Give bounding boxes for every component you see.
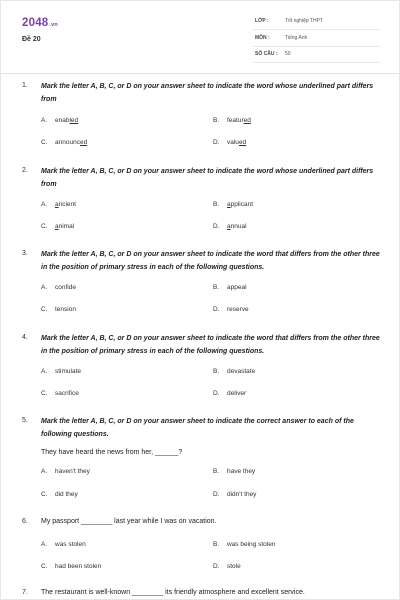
- option-a[interactable]: A. haven't they: [41, 468, 90, 475]
- option-c[interactable]: C. tension: [41, 306, 76, 313]
- question-prompt: My passport ________ last year while I was on vacation.: [41, 518, 217, 525]
- question-number: 6.: [22, 518, 28, 525]
- question-number: 3.: [22, 250, 28, 257]
- option-a[interactable]: A. enabled: [41, 117, 79, 124]
- question-number: 7.: [22, 589, 28, 596]
- option-b[interactable]: B. was being stolen: [213, 541, 276, 548]
- option-a[interactable]: A. stimulate: [41, 368, 82, 375]
- option-c[interactable]: C. sacrifice: [41, 390, 79, 397]
- question-number: 1.: [22, 82, 28, 89]
- question-number: 4.: [22, 334, 28, 341]
- question-prompt: Mark the letter A, B, C, or D on your answer sheet to indicate the word whose underlined part differs from: [41, 83, 374, 103]
- meta-value: Tiếng Anh: [285, 35, 308, 41]
- question-prompt: Mark the letter A, B, C, or D on your answer sheet to indicate the correct answer to each of the following questions.: [41, 418, 354, 438]
- meta-label: MÔN :: [255, 35, 270, 41]
- question-prompt: Mark the letter A, B, C, or D on your answer sheet to indicate the word that differs from the other three in the position of primary stress in each of the following questions.: [41, 335, 380, 355]
- option-b[interactable]: B. featured: [213, 117, 251, 124]
- meta-row-class: [253, 13, 380, 30]
- header-divider: [1, 73, 400, 74]
- option-d[interactable]: D. stole: [213, 563, 241, 570]
- meta-row-subject: [253, 30, 380, 47]
- option-b[interactable]: B. have they: [213, 468, 256, 475]
- question-prompt: The restaurant is well-known ________ its friendly atmosphere and excellent service.: [41, 589, 305, 596]
- meta-value: Tốt nghiệp THPT: [285, 18, 323, 24]
- meta-label: SỐ CÂU :: [255, 51, 278, 57]
- option-c[interactable]: C. did they: [41, 491, 78, 498]
- site-logo[interactable]: [22, 17, 58, 29]
- option-d[interactable]: D. reserve: [213, 306, 249, 313]
- option-b[interactable]: B. applicant: [213, 201, 254, 208]
- logo-suffix: .vn: [49, 22, 58, 28]
- question-stem: They have heard the news from her, ______?: [41, 449, 183, 456]
- option-c[interactable]: C. animal: [41, 223, 75, 230]
- option-c[interactable]: C. announced: [41, 139, 88, 146]
- option-d[interactable]: D. valued: [213, 139, 247, 146]
- question-prompt: Mark the letter A, B, C, or D on your answer sheet to indicate the word that differs from the other three in the position of primary stress in each of the following questions.: [41, 251, 380, 271]
- option-c[interactable]: C. had been stolen: [41, 563, 102, 570]
- question-number: 2.: [22, 167, 28, 174]
- option-d[interactable]: D. didn't they: [213, 491, 257, 498]
- option-d[interactable]: D. annual: [213, 223, 247, 230]
- meta-row-count: [253, 46, 380, 63]
- option-b[interactable]: B. devastate: [213, 368, 256, 375]
- exam-header: [1, 1, 400, 73]
- question-number: 5.: [22, 417, 28, 424]
- option-a[interactable]: A. ancient: [41, 201, 76, 208]
- logo-text: 2048: [22, 17, 49, 29]
- meta-label: LỚP :: [255, 18, 269, 24]
- exam-code: Đề 20: [22, 36, 41, 43]
- meta-value: 50: [285, 51, 291, 57]
- option-a[interactable]: A. was stolen: [41, 541, 86, 548]
- option-d[interactable]: D. deliver: [213, 390, 247, 397]
- option-b[interactable]: B. appeal: [213, 284, 247, 291]
- option-a[interactable]: A. confide: [41, 284, 76, 291]
- question-prompt: Mark the letter A, B, C, or D on your answer sheet to indicate the word whose underlined part differs from: [41, 168, 374, 188]
